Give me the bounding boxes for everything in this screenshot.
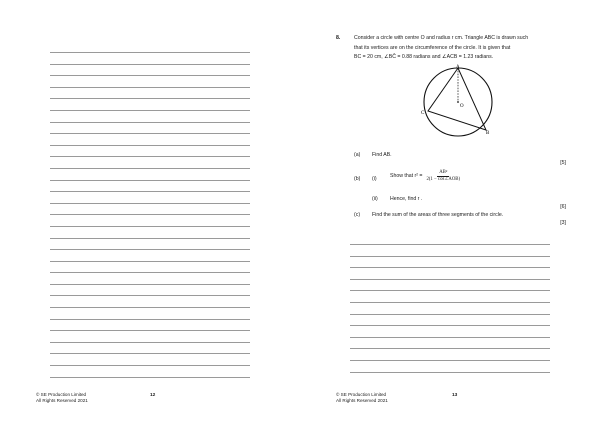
centre-point (457, 101, 459, 103)
answer-line (50, 226, 250, 227)
answer-line (50, 168, 250, 169)
answer-line (50, 319, 250, 320)
answer-line (50, 272, 250, 273)
part-b-label: (b) (354, 176, 361, 182)
answer-line (350, 302, 550, 303)
fraction-denominator: 2(1 − cos∠AOB) (426, 176, 461, 182)
answer-line (50, 377, 250, 378)
answer-line (50, 203, 250, 204)
intro-line-2: that its vertices are on the circumference of the circle. It is given that (354, 44, 511, 51)
answer-line (50, 180, 250, 181)
answer-line (350, 244, 550, 245)
part-b-i-statement (390, 170, 462, 182)
label-a: A (456, 65, 460, 70)
part-a-marks: [5] (560, 160, 566, 166)
answer-line (50, 353, 250, 354)
label-c: C (421, 111, 425, 116)
rights-line: All Rights Reserved 2021 (36, 398, 88, 404)
answer-line (350, 314, 550, 315)
answer-line (350, 325, 550, 326)
answer-line (50, 284, 250, 285)
part-a-label: (a) (354, 152, 361, 158)
circle-diagram (415, 62, 495, 142)
answer-line (50, 122, 250, 123)
answer-line (50, 307, 250, 308)
answer-line (350, 279, 550, 280)
answer-line (50, 295, 250, 296)
answer-line (50, 330, 250, 331)
answer-line (50, 87, 250, 88)
fraction (424, 170, 462, 182)
answer-line (350, 337, 550, 338)
part-a-text: Find AB. (372, 152, 392, 158)
page-number: 12 (150, 393, 156, 398)
copyright-footer (36, 392, 88, 405)
question-intro (354, 34, 584, 63)
answer-line (350, 360, 550, 361)
fraction-numerator: AB² (439, 170, 448, 175)
answer-line (350, 348, 550, 349)
label-b: B (486, 131, 490, 136)
right-page (300, 0, 600, 424)
rights-line: All Rights Reserved 2021 (336, 398, 388, 404)
part-c-text: Find the sum of the areas of three segments of the circle. (372, 212, 504, 218)
page-number: 13 (452, 393, 458, 398)
triangle-abc (428, 68, 486, 130)
answer-line (50, 238, 250, 239)
answer-line (50, 145, 250, 146)
answer-line (50, 156, 250, 157)
answer-lines (50, 52, 250, 388)
answer-line (350, 267, 550, 268)
part-c-marks: [3] (560, 220, 566, 226)
answer-line (50, 365, 250, 366)
answer-line (50, 98, 250, 99)
part-b-ii-label: (ii) (372, 196, 378, 202)
intro-line-3: BC = 20 cm, ∠BĈ = 0.88 radians and ∠ACB = 1.23 radians. (354, 54, 494, 61)
copyright-line: © SE Production Limited (336, 392, 387, 397)
answer-line (50, 52, 250, 53)
answer-line (50, 342, 250, 343)
answer-line (50, 75, 250, 76)
copyright-line: © SE Production Limited (36, 392, 87, 397)
part-b-i-label: (i) (372, 176, 377, 182)
question-number: 8. (336, 35, 341, 41)
answer-line (50, 249, 250, 250)
answer-line (50, 64, 250, 65)
part-c-label: (c) (354, 212, 361, 218)
part-b-marks: [6] (560, 204, 566, 210)
answer-line (50, 110, 250, 111)
part-b-i-text: Show that r² = (390, 173, 423, 180)
answer-line (350, 256, 550, 257)
answer-line (350, 290, 550, 291)
answer-line (350, 372, 550, 373)
answer-line (50, 261, 250, 262)
answer-lines (350, 244, 550, 383)
answer-line (50, 133, 250, 134)
answer-line (50, 214, 250, 215)
part-b-ii-text: Hence, find r . (390, 196, 423, 202)
label-o: O (460, 104, 464, 109)
copyright-footer (336, 392, 388, 405)
answer-line (50, 191, 250, 192)
intro-line-1: Consider a circle with centre O and radius r cm. Triangle ABC is drawn such (354, 35, 529, 41)
